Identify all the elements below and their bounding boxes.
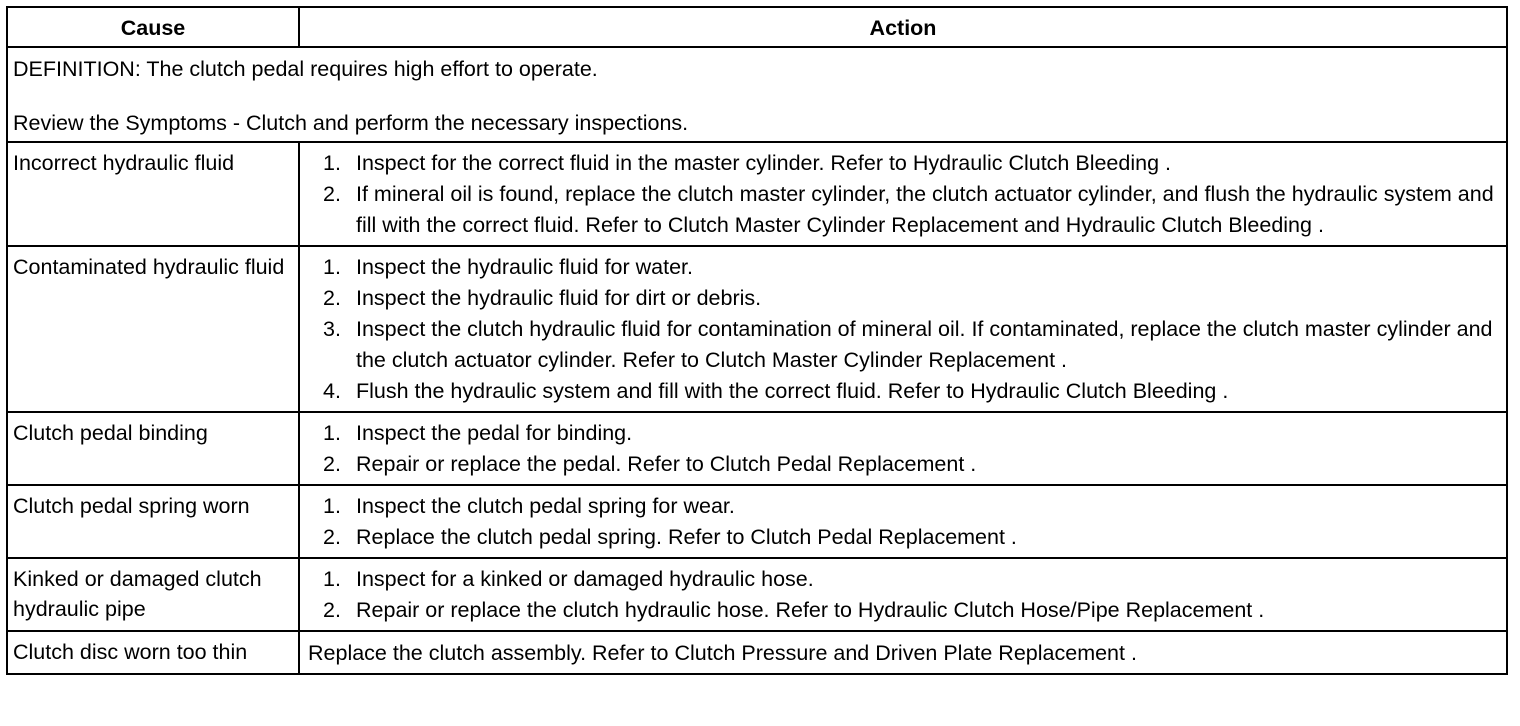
action-steps: [308, 252, 1500, 407]
action-column-header: Action: [299, 7, 1507, 47]
table-row: [7, 246, 1507, 412]
step-text: Inspect the clutch pedal spring for wear.: [356, 494, 735, 518]
action-cell: Replace the clutch assembly. Refer to Clutch Pressure and Driven Plate Replacement .: [299, 631, 1507, 674]
step-text: Inspect the pedal for binding.: [356, 421, 633, 445]
step-number: 1.: [323, 567, 341, 591]
action-step: [308, 283, 1500, 314]
step-text: Repair or replace the pedal. Refer to Clutch Pedal Replacement .: [356, 452, 977, 476]
step-text: Inspect for the correct fluid in the master cylinder. Refer to Hydraulic Clutch Bleeding .: [356, 151, 1171, 175]
cause-cell: Kinked or damaged clutch hydraulic pipe: [7, 558, 299, 631]
step-number: 2.: [323, 598, 341, 622]
action-steps: [308, 148, 1500, 241]
cause-column-header: Cause: [7, 7, 299, 47]
review-symptoms-text: Review the Symptoms - Clutch and perform the necessary inspections.: [13, 111, 689, 135]
step-number: 1.: [323, 494, 341, 518]
action-step: [308, 522, 1500, 553]
diagnostic-table-container: [6, 6, 1508, 675]
step-number: 2.: [323, 286, 341, 310]
cause-cell: Clutch disc worn too thin: [7, 631, 299, 674]
step-text: If mineral oil is found, replace the clutch master cylinder, the clutch actuator cylinder, and flush the hydraulic system and fill with the correct fluid. Refer to Clutch Master Cylinder Replacement and Hydraulic Clutch Bleeding .: [356, 182, 1494, 237]
action-cell: [299, 558, 1507, 631]
action-step: [308, 491, 1500, 522]
cause-cell: Clutch pedal spring worn: [7, 485, 299, 558]
action-steps: [308, 564, 1500, 626]
step-number: 4.: [323, 379, 341, 403]
definition-cell: [7, 47, 1507, 142]
action-cell: [299, 412, 1507, 485]
definition-text: DEFINITION: The clutch pedal requires high effort to operate.: [13, 57, 598, 81]
step-text: Inspect the hydraulic fluid for dirt or debris.: [356, 286, 762, 310]
step-text: Inspect the clutch hydraulic fluid for contamination of mineral oil. If contaminated, replace the clutch master cylinder and the clutch actuator cylinder. Refer to Clutch Master Cylinder Replacement .: [356, 317, 1493, 372]
action-step: [308, 179, 1500, 241]
table-row: [7, 412, 1507, 485]
step-text: Replace the clutch pedal spring. Refer to Clutch Pedal Replacement .: [356, 525, 1017, 549]
table-row: [7, 142, 1507, 246]
step-text: Inspect for a kinked or damaged hydraulic hose.: [356, 567, 814, 591]
header-row: [7, 7, 1507, 47]
action-cell: [299, 246, 1507, 412]
cause-cell: Clutch pedal binding: [7, 412, 299, 485]
action-step: [308, 314, 1500, 376]
action-step: [308, 595, 1500, 626]
action-step: [308, 148, 1500, 179]
step-number: 1.: [323, 151, 341, 175]
action-cell: [299, 142, 1507, 246]
step-number: 1.: [323, 421, 341, 445]
step-text: Flush the hydraulic system and fill with the correct fluid. Refer to Hydraulic Clutch Bleeding .: [356, 379, 1229, 403]
cause-cell: Contaminated hydraulic fluid: [7, 246, 299, 412]
step-text: Inspect the hydraulic fluid for water.: [356, 255, 694, 279]
action-steps: [308, 491, 1500, 553]
action-step: [308, 564, 1500, 595]
table-row: [7, 558, 1507, 631]
cause-cell: Incorrect hydraulic fluid: [7, 142, 299, 246]
action-steps: [308, 418, 1500, 480]
step-number: 1.: [323, 255, 341, 279]
action-step: [308, 252, 1500, 283]
diagnostic-table: [6, 6, 1508, 675]
step-number: 2.: [323, 525, 341, 549]
table-row: [7, 631, 1507, 674]
step-number: 3.: [323, 317, 341, 341]
action-step: [308, 418, 1500, 449]
action-cell: [299, 485, 1507, 558]
action-step: [308, 449, 1500, 480]
action-step: [308, 376, 1500, 407]
table-row: [7, 485, 1507, 558]
step-number: 2.: [323, 452, 341, 476]
definition-row: [7, 47, 1507, 142]
step-number: 2.: [323, 182, 341, 206]
step-text: Repair or replace the clutch hydraulic hose. Refer to Hydraulic Clutch Hose/Pipe Replacement .: [356, 598, 1265, 622]
